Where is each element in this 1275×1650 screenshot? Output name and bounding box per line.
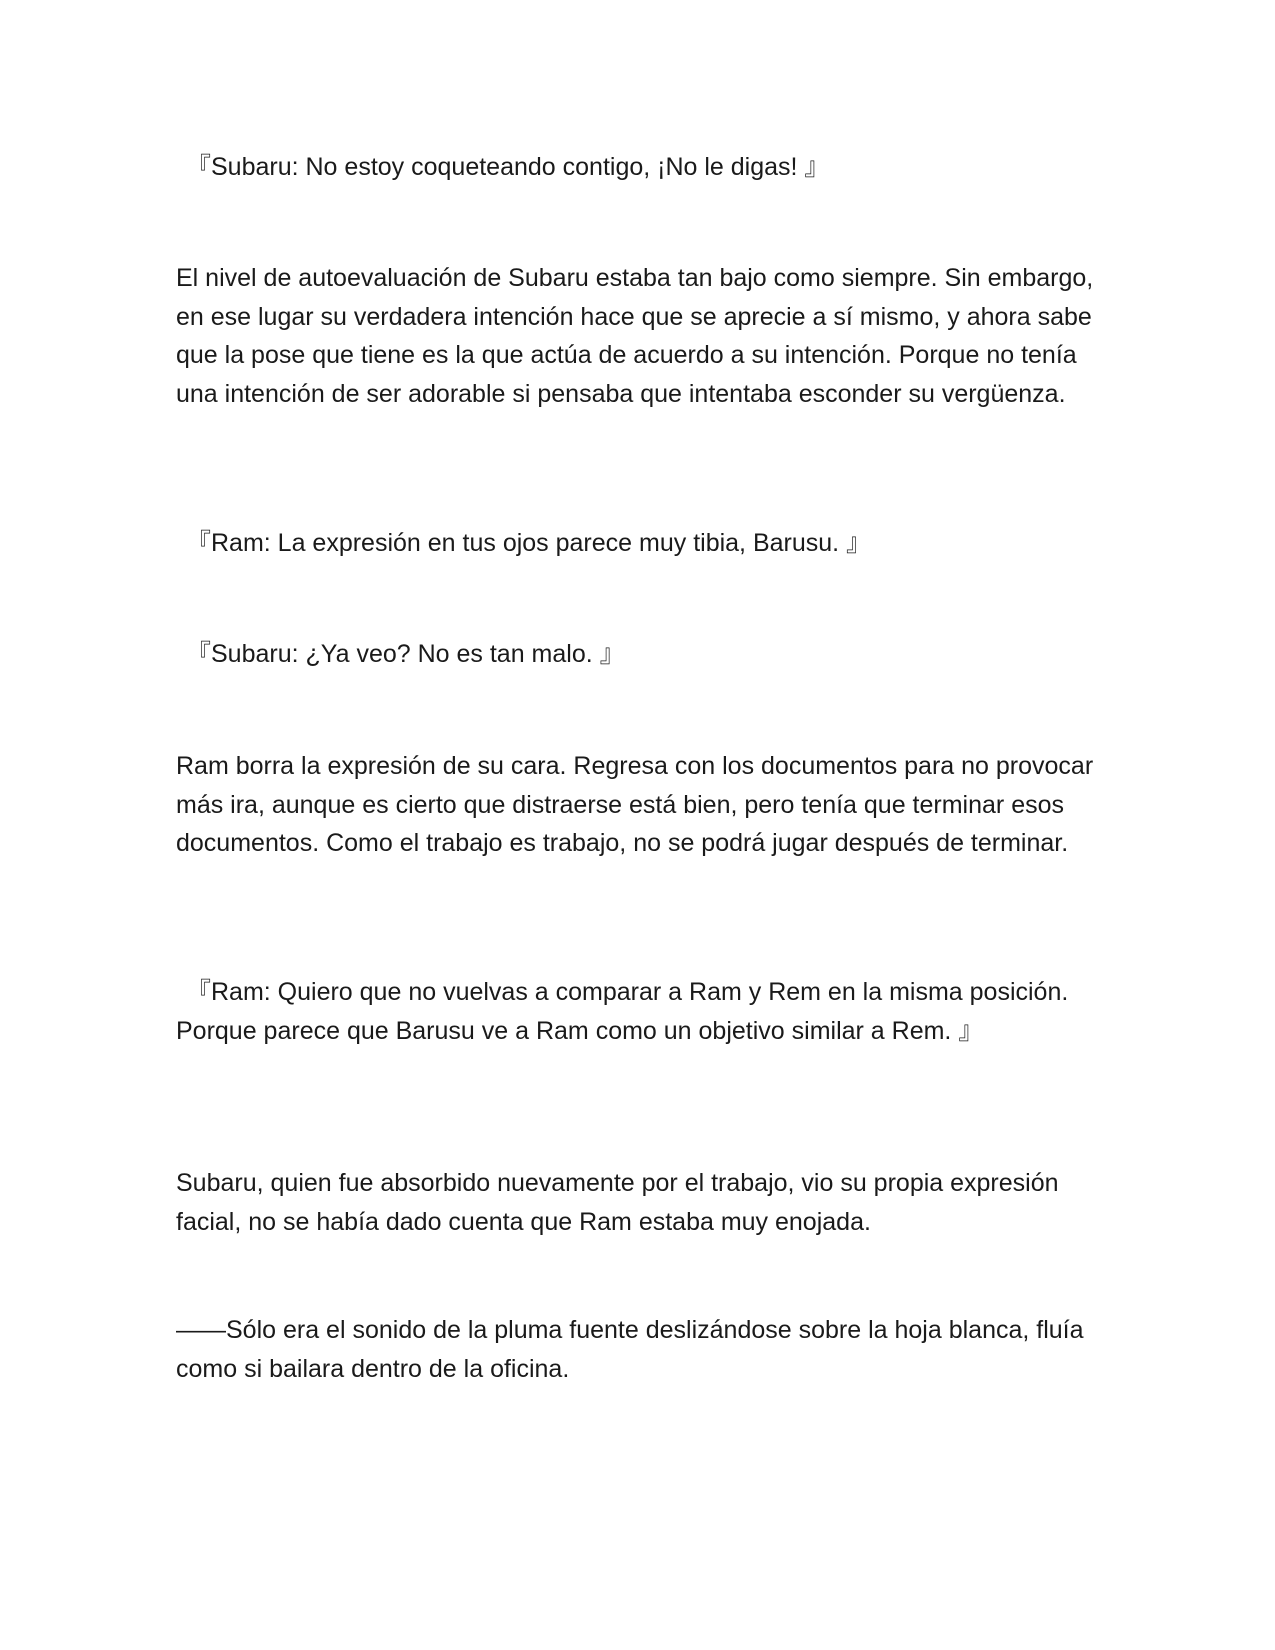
dialogue-subaru-flirting: 『Subaru: No estoy coqueteando contigo, ¡No le digas! 』 — [186, 153, 830, 181]
narration-ram-documents: Ram borra la expresión de su cara. Regresa con los documentos para no provocar más ira, aunque es cierto que distraerse está bien, pero tenía que terminar esos documentos. Como el trabajo es trabajo, no se podrá jugar después de terminar. — [176, 752, 1094, 857]
dialogue-subaru-not-bad: 『Subaru: ¿Ya veo? No es tan malo. 』 — [186, 640, 625, 668]
narration-fountain-pen: ——Sólo era el sonido de la pluma fuente deslizándose sobre la hoja blanca, fluía como si bailara dentro de la oficina. — [176, 1316, 1084, 1383]
narration-self-evaluation: El nivel de autoevaluación de Subaru estaba tan bajo como siempre. Sin embargo, en ese lugar su verdadera intención hace que se aprecie a sí mismo, y ahora sabe que la pose que tiene es la que actúa de acuerdo a su intención. Porque no tenía una intención de ser adorable si pensaba que intentaba esconder su vergüenza. — [176, 264, 1094, 408]
dialogue-ram-expression: 『Ram: La expresión en tus ojos parece muy tibia, Barusu. 』 — [186, 529, 872, 557]
dialogue-ram-comparison: 『Ram: Quiero que no vuelvas a comparar a Ram y Rem en la misma posición. Porque parece que Barusu ve a Ram como un objetivo similar a Rem. 』 — [176, 978, 1069, 1045]
narration-subaru-work: Subaru, quien fue absorbido nuevamente por el trabajo, vio su propia expresión facial, no se había dado cuenta que Ram estaba muy enojada. — [176, 1169, 1059, 1236]
